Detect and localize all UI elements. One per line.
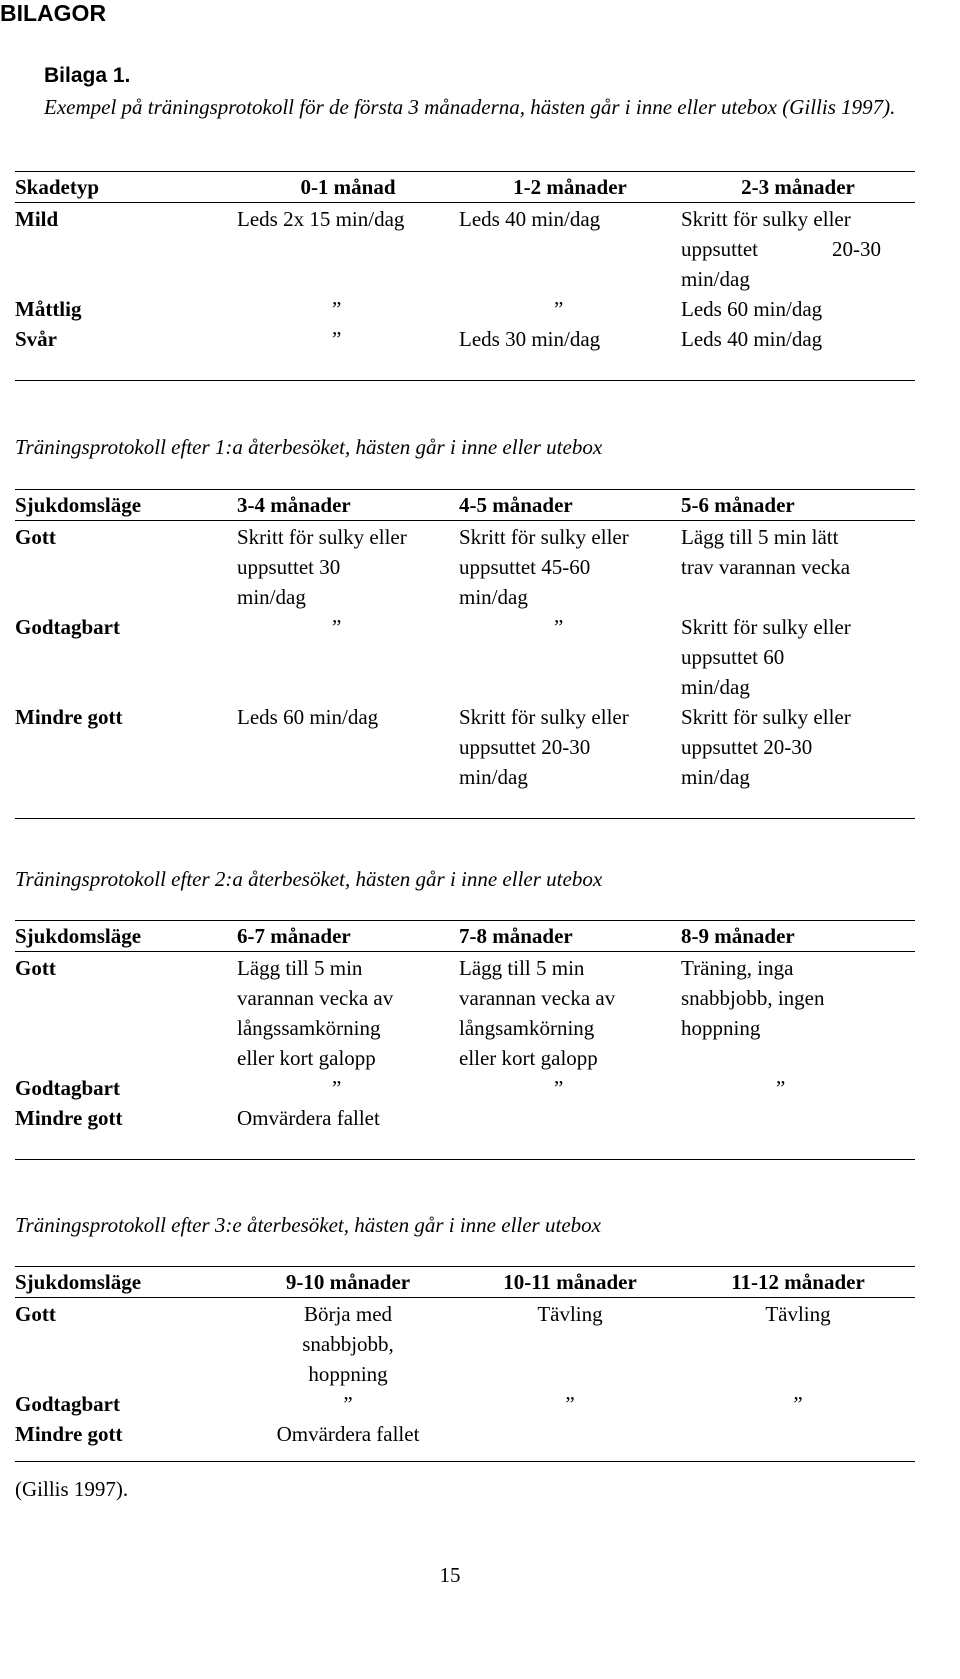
section-title: Träningsprotokoll efter 3:e återbesöket, hästen går i inne eller utebox [15, 1213, 601, 1237]
row-label: Gott [15, 1302, 56, 1326]
cell-line: Skritt för sulky eller [681, 615, 851, 639]
cell [459, 612, 681, 702]
cell [681, 203, 915, 295]
header-period: 10-11 månader [459, 1267, 681, 1298]
cell [237, 1419, 459, 1462]
cell-line: Omvärdera fallet [276, 1422, 420, 1446]
cell [237, 324, 459, 381]
section-title: Träningsprotokoll efter 2:a återbesöket, hästen går i inne eller utebox [15, 867, 603, 891]
header-period: 3-4 månader [237, 490, 459, 521]
cell-line: eller kort galopp [459, 1046, 598, 1070]
ditto-mark: ” [793, 1392, 803, 1416]
cell-line: Lägg till 5 min [459, 956, 585, 980]
cell-word: uppsuttet [681, 237, 758, 261]
header-month-1-2: 1-2 månader [459, 172, 681, 203]
cell-line: Tävling [537, 1302, 603, 1326]
ditto-mark: ” [565, 1392, 575, 1416]
table-first-revisit [15, 489, 915, 819]
cell-line: Omvärdera fallet [237, 1106, 380, 1130]
cell [459, 1103, 681, 1160]
ditto-mark: ” [554, 297, 564, 321]
table-header-row [15, 490, 915, 521]
cell-line: Skritt för sulky eller [681, 207, 851, 231]
cell [459, 1389, 681, 1419]
row-label: Godtagbart [15, 1076, 120, 1100]
header-period: 6-7 månader [237, 921, 459, 952]
cell-line: Lägg till 5 min lätt [681, 525, 839, 549]
cell-line: uppsuttet 20-30 [459, 735, 591, 759]
cell [237, 952, 459, 1074]
header-period: 8-9 månader [681, 921, 915, 952]
header-period: 9-10 månader [237, 1267, 459, 1298]
table-row [15, 1419, 915, 1462]
table-row [15, 952, 915, 1074]
table-row [15, 1389, 915, 1419]
ditto-mark: ” [332, 615, 342, 639]
appendix-caption: Exempel på träningsprotokoll för de första 3 månaderna, hästen går i inne eller utebox (Gillis 1997). [44, 95, 896, 119]
cell [681, 702, 915, 819]
cell [459, 294, 681, 324]
row-label: Gott [15, 956, 56, 980]
header-period: 11-12 månader [681, 1267, 915, 1298]
row-label: Mindre gott [15, 702, 237, 819]
row-label: Mindre gott [15, 1103, 237, 1160]
header-period: 5-6 månader [681, 490, 915, 521]
row-label: Mindre gott [15, 1419, 237, 1462]
cell-line: Skritt för sulky eller [459, 705, 629, 729]
cell-line: långsamkörning [459, 1016, 595, 1040]
table-row [15, 702, 915, 819]
header-month-2-3: 2-3 månader [681, 172, 915, 203]
cell-line: min/dag [681, 675, 750, 699]
cell [459, 1298, 681, 1390]
table-row [15, 324, 915, 381]
cell-line: min/dag [237, 585, 306, 609]
row-label: Måttlig [15, 297, 82, 321]
table-row [15, 1298, 915, 1390]
table-second-revisit [15, 920, 915, 1160]
ditto-mark: ” [332, 1076, 342, 1100]
row-label: Godtagbart [15, 1392, 120, 1416]
cell-line: långssamkörning [237, 1016, 381, 1040]
cell-line [681, 234, 881, 264]
cell: Leds 40 min/dag [459, 207, 601, 231]
ditto-mark: ” [332, 327, 342, 351]
cell [681, 952, 915, 1074]
cell-line: snabbjobb, [302, 1332, 394, 1356]
cell-line: eller kort galopp [237, 1046, 376, 1070]
page-number: 15 [439, 1563, 461, 1587]
page-heading: BILAGOR [0, 0, 107, 26]
cell [459, 521, 681, 613]
cell [681, 1419, 915, 1462]
cell-word: 20-30 [832, 237, 881, 261]
appendix-label: Bilaga 1. [44, 64, 131, 87]
table-row [15, 1103, 915, 1160]
table-row [15, 612, 915, 702]
cell-line: uppsuttet 45-60 [459, 555, 591, 579]
cell: Leds 40 min/dag [681, 324, 915, 381]
cell [459, 952, 681, 1074]
header-condition: Sjukdomsläge [15, 1267, 237, 1298]
cell-line: varannan vecka av [459, 986, 616, 1010]
row-label: Mild [15, 207, 59, 231]
table-header-row [15, 1267, 915, 1298]
header-month-0-1: 0-1 månad [237, 172, 459, 203]
cell-line: Skritt för sulky eller [681, 705, 851, 729]
cell-line: Börja med [303, 1302, 393, 1326]
ditto-mark: ” [343, 1392, 353, 1416]
cell-line: Tävling [765, 1302, 831, 1326]
cell [681, 1073, 915, 1103]
cell-line: uppsuttet 60 [681, 645, 785, 669]
cell [681, 521, 915, 613]
table-row [15, 1073, 915, 1103]
table-third-revisit [15, 1266, 915, 1462]
cell [237, 1298, 459, 1390]
cell-line: hoppning [308, 1362, 388, 1386]
cell-line: trav varannan vecka [681, 555, 851, 579]
cell-line: min/dag [681, 765, 750, 789]
cell-line: Träning, inga [681, 956, 794, 980]
cell-line: uppsuttet 30 [237, 555, 341, 579]
header-period: 7-8 månader [459, 921, 681, 952]
cell-line: varannan vecka av [237, 986, 394, 1010]
row-label: Gott [15, 525, 56, 549]
cell [237, 702, 459, 819]
header-period: 4-5 månader [459, 490, 681, 521]
cell: Leds 30 min/dag [459, 324, 681, 381]
table-header-row [15, 921, 915, 952]
cell [237, 521, 459, 613]
source-citation: (Gillis 1997). [15, 1477, 129, 1501]
cell [459, 1419, 681, 1462]
cell-line: min/dag [459, 585, 528, 609]
table-header-row [15, 172, 915, 203]
cell-line: hoppning [681, 1016, 761, 1040]
cell-line: min/dag [459, 765, 528, 789]
section-title: Träningsprotokoll efter 1:a återbesöket, hästen går i inne eller utebox [15, 435, 603, 459]
ditto-mark: ” [554, 615, 564, 639]
cell [681, 1389, 915, 1419]
cell [681, 612, 915, 702]
cell-line: uppsuttet 20-30 [681, 735, 813, 759]
row-label: Svår [15, 324, 237, 381]
table-row [15, 521, 915, 613]
header-condition: Sjukdomsläge [15, 921, 237, 952]
cell [237, 612, 459, 702]
header-condition: Sjukdomsläge [15, 490, 237, 521]
cell-line: Leds 60 min/dag [237, 705, 379, 729]
cell [681, 1103, 915, 1160]
header-injury-type: Skadetyp [15, 172, 237, 203]
row-label: Godtagbart [15, 615, 120, 639]
cell [237, 294, 459, 324]
cell [237, 1389, 459, 1419]
ditto-mark: ” [332, 297, 342, 321]
table-row [15, 203, 915, 295]
cell [459, 1073, 681, 1103]
cell-line: Skritt för sulky eller [459, 525, 629, 549]
cell: Leds 2x 15 min/dag [237, 207, 405, 231]
cell-line: min/dag [681, 267, 750, 291]
ditto-mark: ” [554, 1076, 564, 1100]
cell [237, 1103, 459, 1160]
ditto-mark: ” [776, 1076, 786, 1100]
cell-line: snabbjobb, ingen [681, 986, 825, 1010]
cell [459, 702, 681, 819]
cell-line: Skritt för sulky eller [237, 525, 407, 549]
table-row [15, 294, 915, 324]
cell: Leds 60 min/dag [681, 297, 823, 321]
table-first-months [15, 171, 915, 381]
cell [681, 1298, 915, 1390]
cell-line: Lägg till 5 min [237, 956, 363, 980]
cell [237, 1073, 459, 1103]
